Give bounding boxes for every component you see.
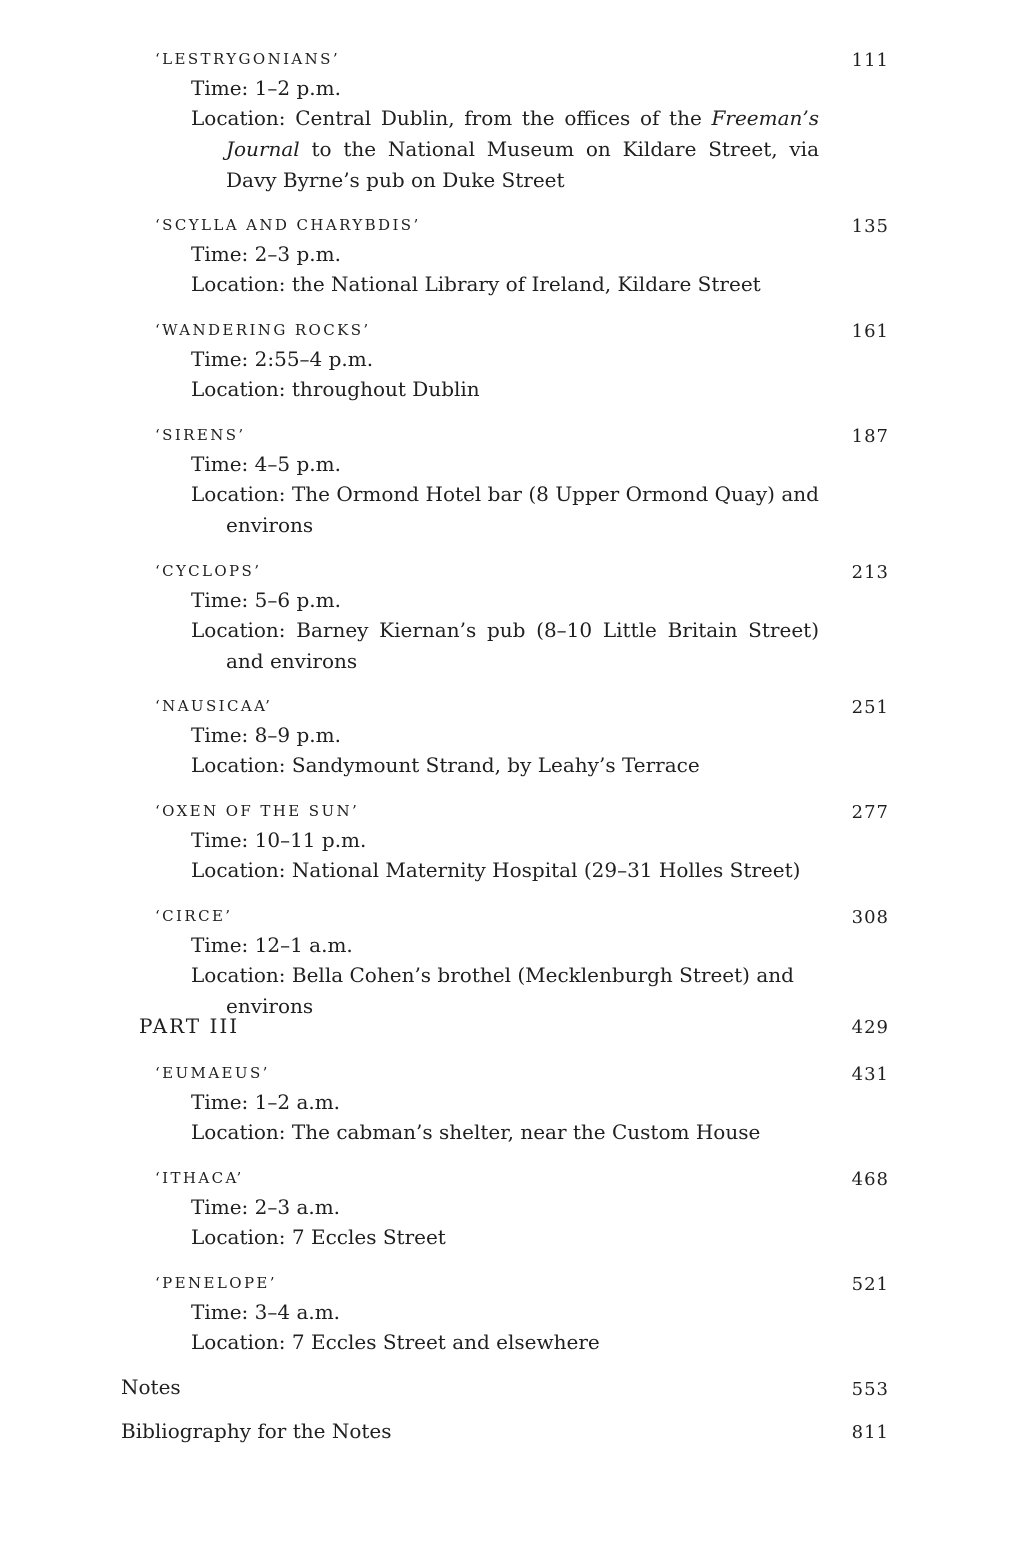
- episode-location: Location: Barney Kiernan’s pub (8–10 Little Britain Street) and environs: [191, 618, 819, 673]
- episode-time: Time: 8–9 p.m.: [191, 723, 341, 747]
- page-number: 431: [851, 1064, 889, 1085]
- episode-time: Time: 5–6 p.m.: [191, 588, 341, 612]
- episode-time: Time: 2:55–4 p.m.: [191, 347, 374, 371]
- page-number: 213: [851, 562, 889, 583]
- page-number: 521: [851, 1274, 889, 1295]
- episode-time: Time: 10–11 p.m.: [191, 828, 367, 852]
- page-number: 251: [851, 697, 889, 718]
- page-number: 553: [851, 1379, 889, 1400]
- episode-title: ‘SIRENS’: [155, 426, 246, 444]
- episode-time: Time: 3–4 a.m.: [191, 1300, 341, 1324]
- episode-location: Location: The cabman’s shelter, near the Custom House: [191, 1120, 761, 1144]
- notes-title: Notes: [121, 1375, 181, 1399]
- episode-title: ‘CYCLOPS’: [155, 562, 262, 580]
- location-text-end: to the National Museum on Kildare Street, via Davy Byrne’s pub on Duke Street: [226, 137, 819, 192]
- episode-location: Location: Sandymount Strand, by Leahy’s Terrace: [191, 753, 700, 777]
- episode-title: ‘SCYLLA AND CHARYBDIS’: [155, 216, 421, 234]
- page-number: 277: [851, 802, 889, 823]
- episode-title: ‘EUMAEUS’: [155, 1064, 270, 1082]
- episode-time: Time: 2–3 a.m.: [191, 1195, 341, 1219]
- episode-location: Location: The Ormond Hotel bar (8 Upper Ormond Quay) and environs: [191, 482, 819, 537]
- episode-time: Time: 12–1 a.m.: [191, 933, 353, 957]
- episode-location: Location: the National Library of Ireland, Kildare Street: [191, 272, 761, 296]
- episode-title: ‘PENELOPE’: [155, 1274, 277, 1292]
- episode-time: Time: 1–2 p.m.: [191, 76, 341, 100]
- episode-time: Time: 1–2 a.m.: [191, 1090, 341, 1114]
- page-number: 468: [851, 1169, 889, 1190]
- bibliography-title: Bibliography for the Notes: [121, 1419, 392, 1443]
- page-number: 308: [851, 907, 889, 928]
- episode-title: ‘LESTRYGONIANS’: [155, 50, 341, 68]
- episode-location: Location: 7 Eccles Street: [191, 1225, 446, 1249]
- episode-title: ‘NAUSICAA’: [155, 697, 273, 715]
- page-number: 811: [851, 1422, 889, 1443]
- episode-location: Location: 7 Eccles Street and elsewhere: [191, 1330, 600, 1354]
- episode-location: [191, 103, 819, 196]
- episode-time: Time: 4–5 p.m.: [191, 452, 341, 476]
- page-number: 187: [851, 426, 889, 447]
- episode-location: Location: throughout Dublin: [191, 377, 480, 401]
- page-number: 135: [851, 216, 889, 237]
- page-number: 429: [851, 1017, 889, 1038]
- page-number: 161: [851, 321, 889, 342]
- episode-title: ‘OXEN OF THE SUN’: [155, 802, 360, 820]
- page-number: 111: [851, 50, 889, 71]
- episode-title: ‘ITHACA’: [155, 1169, 244, 1187]
- episode-location: Location: National Maternity Hospital (29–31 Holles Street): [191, 858, 801, 882]
- episode-title: ‘WANDERING ROCKS’: [155, 321, 371, 339]
- episode-location: Location: Bella Cohen’s brothel (Mecklenburgh Street) and environs: [191, 963, 794, 1018]
- location-text-start: Location: Central Dublin, from the offices of the: [191, 106, 712, 130]
- part-title: PART III: [139, 1014, 240, 1038]
- episode-time: Time: 2–3 p.m.: [191, 242, 341, 266]
- episode-title: ‘CIRCE’: [155, 907, 233, 925]
- location-italic-title: Freeman’s Journal: [226, 106, 819, 161]
